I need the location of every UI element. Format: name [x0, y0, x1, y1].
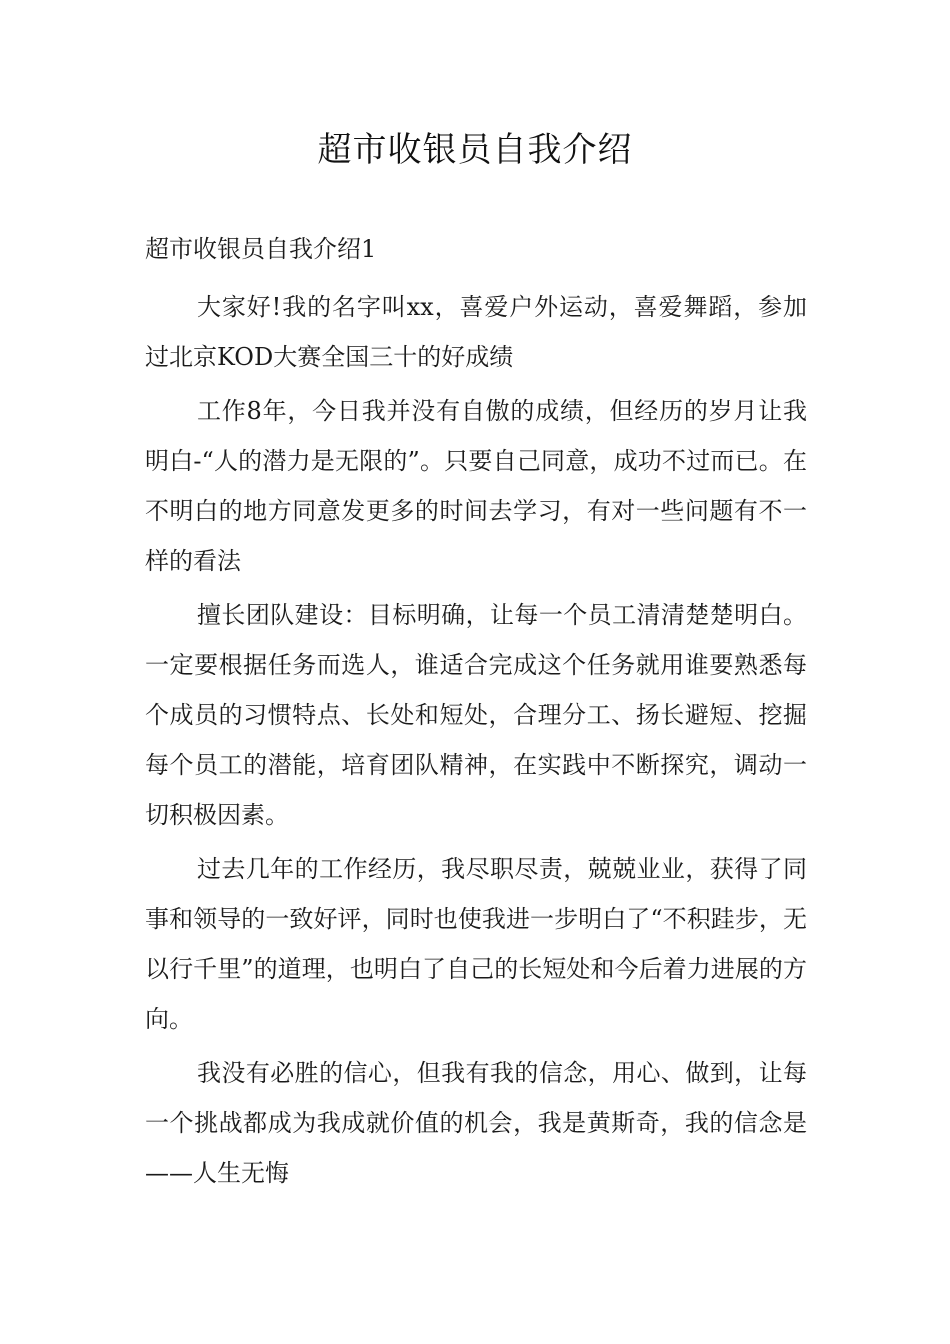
paragraph-intro: 大家好!我的名字叫xx，喜爱户外运动，喜爱舞蹈，参加过北京KOD大赛全国三十的好成绩 [145, 293, 807, 371]
paragraph-belief: 我没有必胜的信心，但我有我的信念，用心、做到，让每一个挑战都成为我成就价值的机会，我是黄斯奇，我的信念是——人生无悔 [145, 1059, 807, 1187]
paragraph-work-history: 过去几年的工作经历，我尽职尽责，兢兢业业，获得了同事和领导的一致好评，同时也使我进一步明白了“不积跬步，无以行千里”的道理，也明白了自己的长短处和今后着力进展的方向。 [145, 855, 807, 1033]
document-title: 超市收银员自我介绍 [317, 130, 633, 170]
section-heading: 超市收银员自我介绍1 [145, 235, 377, 263]
paragraph-experience: 工作8年，今日我并没有自傲的成绩，但经历的岁月让我明白-“人的潜力是无限的”。只要自己同意，成功不过而已。在不明白的地方同意发更多的时间去学习，有对一些问题有不一样的看法 [145, 397, 807, 575]
paragraph-team-building: 擅长团队建设：目标明确，让每一个员工清清楚楚明白。一定要根据任务而选人，谁适合完成这个任务就用谁要熟悉每个成员的习惯特点、长处和短处，合理分工、扬长避短、挖掘每个员工的潜能，培育团队精神，在实践中不断探究，调动一切积极因素。 [145, 601, 807, 829]
document-body [145, 226, 807, 1202]
